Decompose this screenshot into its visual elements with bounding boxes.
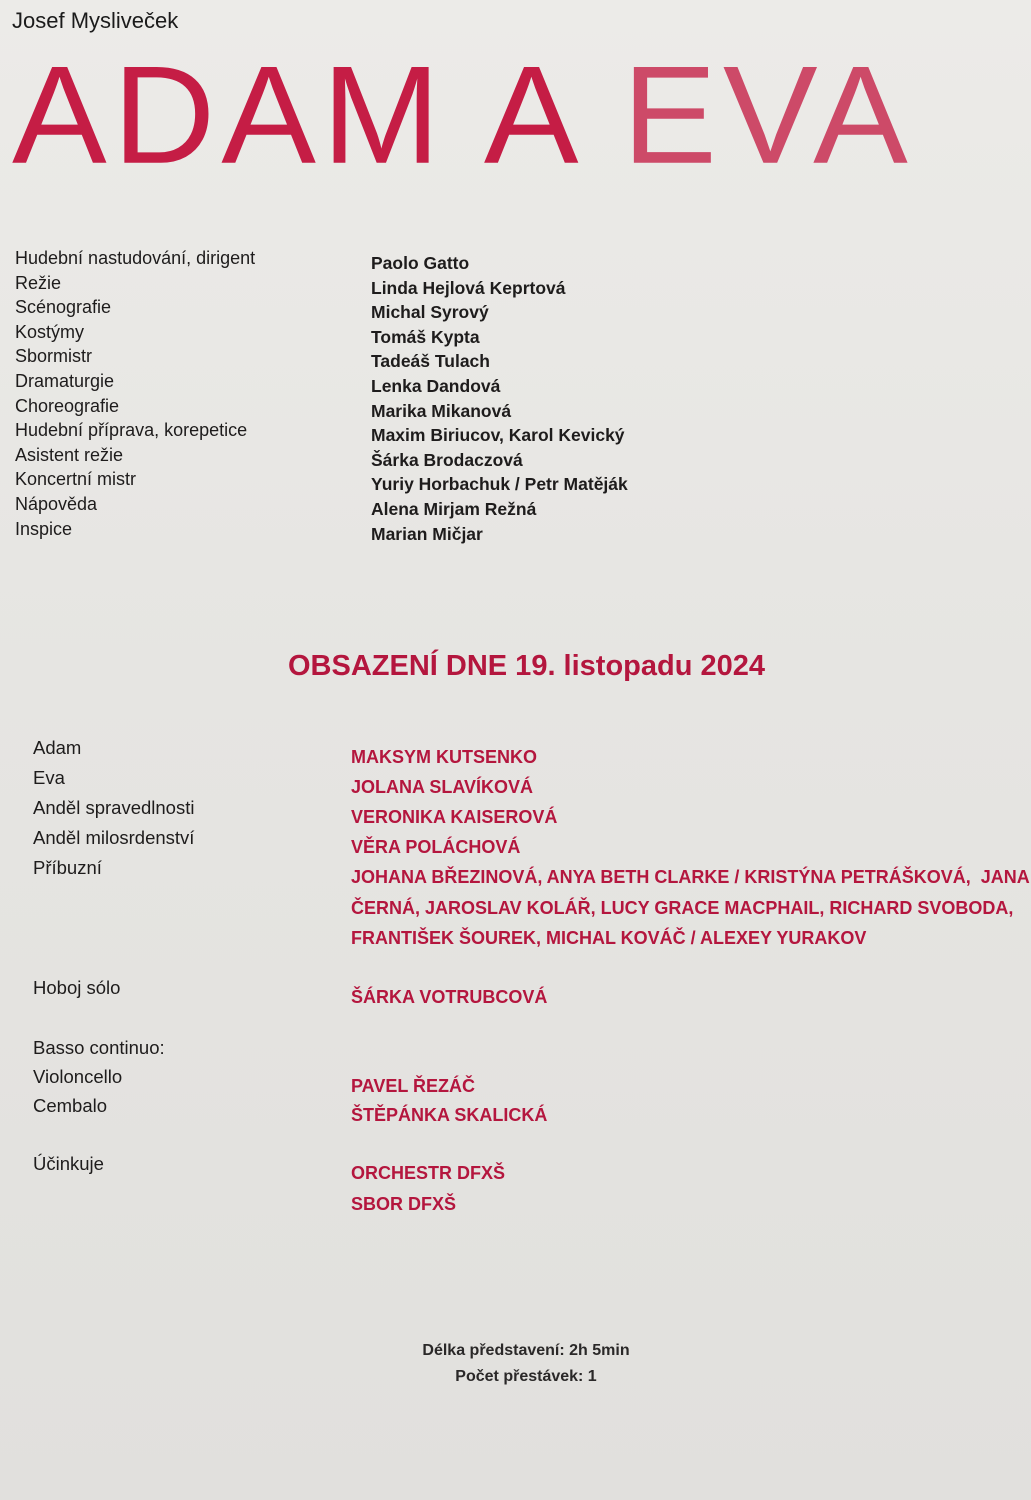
opera-title	[12, 37, 914, 194]
crew-roles-column	[15, 246, 345, 541]
cast-name	[351, 832, 1021, 863]
crew-role: Režie	[15, 272, 62, 293]
cast-name	[351, 862, 1030, 954]
cast-name-line: ČERNÁ, JAROSLAV KOLÁŘ, LUCY GRACE MACPHAIL, RICHARD SVOBODA,	[351, 897, 1014, 918]
cast-name-line: ŠÁRKA VOTRUBCOVÁ	[351, 987, 548, 1007]
cast-name	[351, 742, 1021, 773]
cast-name-line: FRANTIŠEK ŠOUREK, MICHAL KOVÁČ / ALEXEY YURAKOV	[351, 928, 867, 948]
cast-role: Hoboj sólo	[33, 977, 121, 998]
cast-name	[351, 982, 1021, 1013]
crew-name: Lenka Dandová	[371, 375, 501, 396]
title-part-1: ADAM A	[12, 37, 623, 194]
performance-duration: Délka představení: 2h 5min	[422, 1342, 630, 1359]
intermission-count: Počet přestávek: 1	[455, 1368, 597, 1385]
crew-role: Inspice	[15, 518, 73, 539]
cast-role: Příbuzní	[33, 857, 102, 878]
cast-name-line: ORCHESTR DFXŠ	[351, 1163, 506, 1183]
cast-name-line: JOHANA BŘEZINOVÁ, ANYA BETH CLARKE / KRISTÝNA PETRÁŠKOVÁ, JANA	[351, 867, 1030, 887]
crew-role: Asistent režie	[15, 444, 124, 465]
cast-role: Cembalo	[33, 1095, 108, 1116]
cast-name	[351, 1158, 1021, 1219]
crew-role: Hudební nastudování, dirigent	[15, 248, 256, 268]
crew-name: Alena Mirjam Režná	[371, 498, 537, 519]
cast-name	[351, 1100, 1021, 1131]
cast-name-line: JOLANA SLAVÍKOVÁ	[351, 777, 534, 797]
crew-role: Nápověda	[15, 493, 98, 514]
crew-role: Choreografie	[15, 395, 120, 416]
cast-name-line: SBOR DFXŠ	[351, 1193, 457, 1214]
crew-names-column	[371, 251, 871, 546]
cast-name	[351, 1071, 1021, 1102]
crew-name: Linda Hejlová Keprtová	[371, 277, 566, 298]
crew-role: Kostýmy	[15, 321, 85, 342]
cast-heading: OBSAZENÍ DNE 19. listopadu 2024	[288, 650, 766, 682]
cast-name	[351, 802, 1021, 833]
cast-name-line: PAVEL ŘEZÁČ	[351, 1076, 476, 1096]
crew-name: Michal Syrový	[371, 302, 489, 323]
cast-role: Účinkuje	[33, 1153, 104, 1174]
crew-name: Tomáš Kypta	[371, 326, 480, 347]
cast-name-line: VERONIKA KAISEROVÁ	[351, 807, 558, 827]
cast-name	[351, 772, 1021, 803]
cast-section-label: Basso continuo:	[33, 1037, 165, 1058]
performance-info	[0, 1338, 1031, 1390]
cast-role: Adam	[33, 737, 82, 758]
crew-name: Marian Mičjar	[371, 523, 483, 544]
crew-role: Dramaturgie	[15, 370, 115, 391]
crew-name: Šárka Brodaczová	[371, 449, 523, 470]
crew-role: Sbormistr	[15, 346, 93, 367]
title-part-2: EVA	[622, 37, 914, 194]
composer-name: Josef Mysliveček	[12, 8, 179, 33]
crew-role: Hudební příprava, korepetice	[15, 420, 248, 441]
cast-role: Anděl spravedlnosti	[33, 797, 195, 818]
crew-role: Koncertní mistr	[15, 469, 137, 490]
cast-role: Anděl milosrdenství	[33, 827, 195, 848]
cast-name-line: ŠTĚPÁNKA SKALICKÁ	[351, 1105, 548, 1125]
cast-role: Eva	[33, 767, 65, 788]
crew-name: Yuriy Horbachuk / Petr Matěják	[371, 474, 628, 495]
crew-name: Maxim Biriucov, Karol Kevický	[371, 425, 625, 446]
crew-name: Tadeáš Tulach	[371, 351, 490, 372]
crew-name: Paolo Gatto	[371, 253, 470, 273]
cast-role: Violoncello	[33, 1066, 123, 1087]
crew-role: Scénografie	[15, 297, 112, 318]
cast-name-line: VĚRA POLÁCHOVÁ	[351, 837, 521, 857]
crew-name: Marika Mikanová	[371, 400, 512, 421]
cast-name-line: MAKSYM KUTSENKO	[351, 747, 538, 767]
